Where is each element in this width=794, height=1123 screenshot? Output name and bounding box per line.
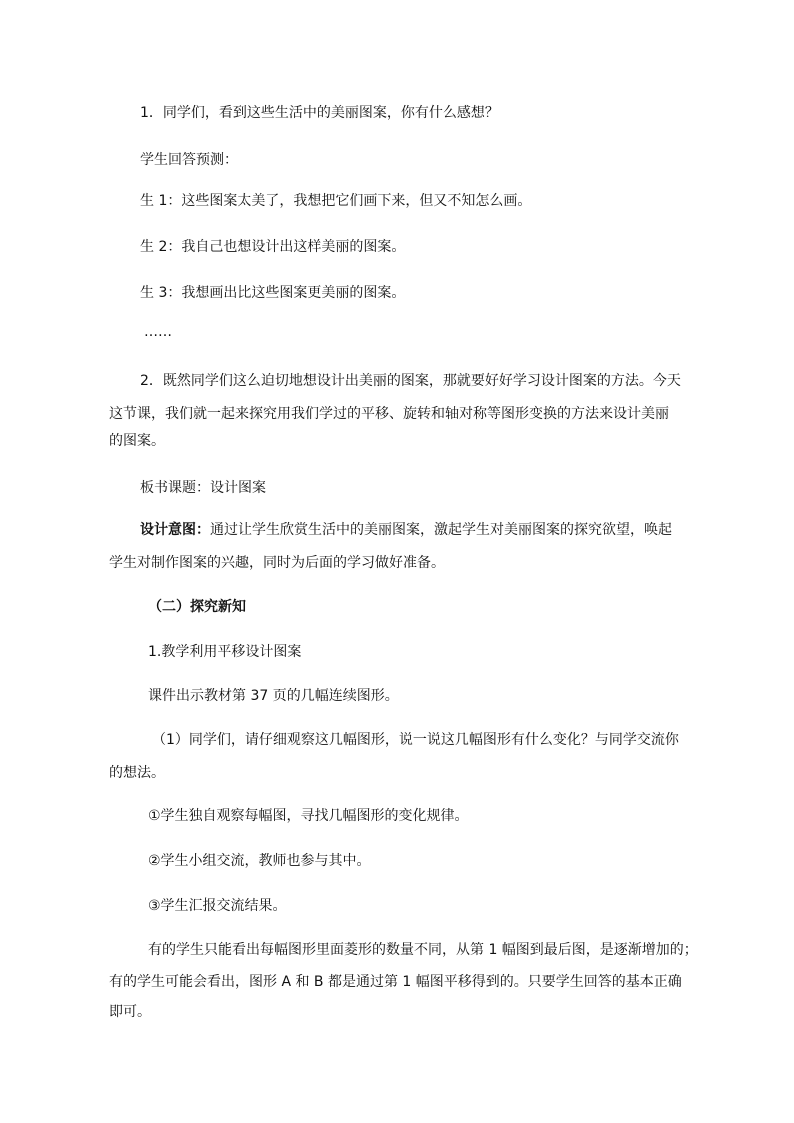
paragraph-observation-question-line-2: 的想法。 — [109, 765, 165, 781]
design-intent-label: 设计意图： — [140, 522, 210, 538]
design-intent-text: 通过让学生欣赏生活中的美丽图案，激起学生对美丽图案的探究欲望，唤起 — [210, 522, 672, 538]
paragraph-design-intent-line-2: 学生对制作图案的兴趣，同时为后面的学习做好准备。 — [109, 555, 445, 571]
paragraph-result-line-2: 有的学生可能会看出，图形 A 和 B 都是通过第 1 幅图平移得到的。只要学生回答的基本正确 — [109, 974, 682, 990]
paragraph-step-1: ①学生独自观察每幅图，寻找几幅图形的变化规律。 — [148, 808, 469, 824]
section-heading-explore: （二）探究新知 — [148, 599, 246, 615]
paragraph-observation-question-line-1: （1）同学们，请仔细观察这几幅图形，说一说这几幅图形有什么变化？与同学交流你 — [152, 732, 679, 748]
paragraph-ellipsis: …… — [144, 324, 172, 340]
paragraph-transition-line-3: 的图案。 — [109, 433, 165, 449]
paragraph-courseware-display: 课件出示教材第 37 页的几幅连续图形。 — [148, 688, 399, 704]
paragraph-result-line-3: 即可。 — [109, 1004, 151, 1020]
paragraph-question-1: 1．同学们，看到这些生活中的美丽图案，你有什么感想？ — [140, 105, 499, 121]
paragraph-student-answer-2: 生 2：我自己也想设计出这样美丽的图案。 — [140, 239, 406, 255]
paragraph-transition-line-1: 2．既然同学们这么迫切地想设计出美丽的图案，那就要好好学习设计图案的方法。今天 — [140, 373, 681, 389]
paragraph-transition-line-2: 这节课，我们就一起来探究用我们学过的平移、旋转和轴对称等图形变换的方法来设计美丽 — [109, 406, 669, 422]
paragraph-board-title: 板书课题：设计图案 — [140, 480, 266, 496]
paragraph-student-answer-3: 生 3：我想画出比这些图案更美丽的图案。 — [140, 285, 406, 301]
paragraph-design-intent-line-1 — [140, 522, 672, 538]
paragraph-student-answer-1: 生 1：这些图案太美了，我想把它们画下来，但又不知怎么画。 — [140, 193, 532, 209]
paragraph-step-3: ③学生汇报交流结果。 — [148, 898, 287, 914]
subheading-translation-design: 1.教学利用平移设计图案 — [148, 644, 302, 660]
paragraph-step-2: ②学生小组交流，教师也参与其中。 — [148, 853, 371, 869]
paragraph-result-line-1: 有的学生只能看出每幅图形里面菱形的数量不同，从第 1 幅图到最后图，是逐渐增加的； — [148, 942, 698, 958]
paragraph-student-prediction-heading: 学生回答预测： — [140, 152, 238, 168]
